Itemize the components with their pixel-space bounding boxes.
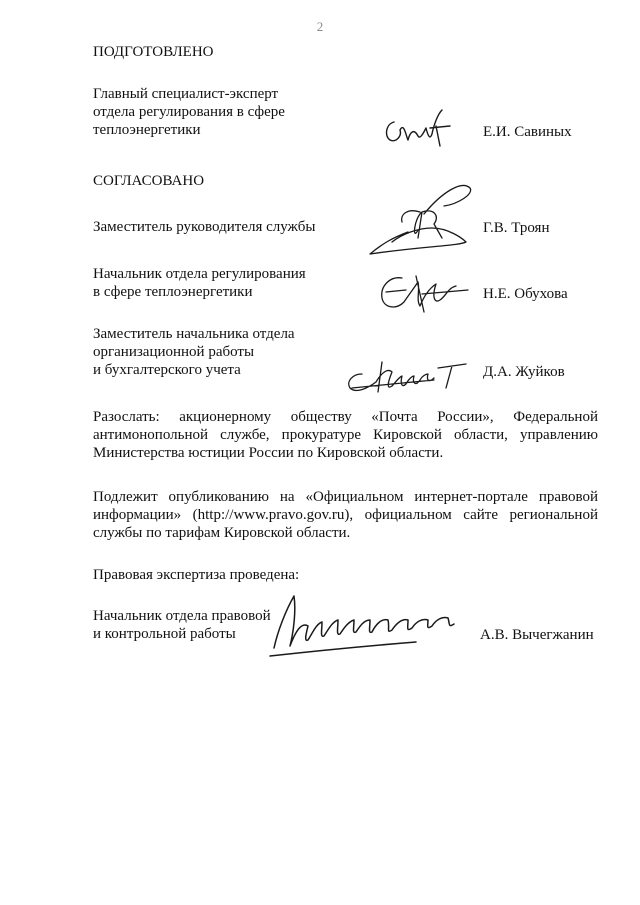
role-line: отдела регулирования в сфере bbox=[93, 104, 285, 120]
signature-troyan bbox=[362, 172, 482, 262]
agreed-name-2: Н.Е. Обухова bbox=[483, 286, 568, 302]
signature-zhuykov bbox=[342, 352, 472, 398]
role-line: Главный специалист-эксперт bbox=[93, 86, 279, 102]
role-line: Начальник отдела регулирования bbox=[93, 266, 306, 282]
signature-vychegzhanin bbox=[266, 590, 476, 660]
agreed-heading: СОГЛАСОВАНО bbox=[93, 173, 205, 189]
signature-obukhova bbox=[376, 266, 476, 316]
signature-savinykh bbox=[380, 106, 460, 154]
agreed-name-3: Д.А. Жуйков bbox=[483, 364, 565, 380]
role-line: Начальник отдела правовой bbox=[93, 608, 271, 624]
role-line: теплоэнергетики bbox=[93, 122, 201, 138]
role-line: в сфере теплоэнергетики bbox=[93, 284, 253, 300]
agreed-role-2 bbox=[93, 265, 353, 301]
prepared-role bbox=[93, 85, 353, 139]
publication-paragraph bbox=[93, 488, 598, 542]
paragraph-line: Подлежит опубликованию на «Официальном интернет-портале правовой bbox=[93, 489, 598, 505]
paragraph-line: Разослать: акционерному обществу «Почта России», Федеральной bbox=[93, 409, 598, 425]
paragraph-line: антимонопольной службе, прокуратуре Кировской области, управлению bbox=[93, 427, 598, 443]
legal-review-statement: Правовая экспертиза проведена: bbox=[93, 567, 300, 583]
role-line: и бухгалтерского учета bbox=[93, 362, 241, 378]
agreed-name-1: Г.В. Троян bbox=[483, 220, 550, 236]
role-line: организационной работы bbox=[93, 344, 255, 360]
page-number: 2 bbox=[316, 19, 324, 34]
paragraph-line: Министерства юстиции России по Кировской области. bbox=[93, 445, 444, 461]
distribution-paragraph bbox=[93, 408, 598, 462]
prepared-name: Е.И. Савиных bbox=[483, 124, 572, 140]
paragraph-line: информации» (http://www.pravo.gov.ru), официальном сайте региональной bbox=[93, 507, 598, 523]
legal-review-name: А.В. Вычегжанин bbox=[480, 627, 594, 643]
role-line: Заместитель начальника отдела bbox=[93, 326, 295, 342]
role-line: Заместитель руководителя службы bbox=[93, 219, 316, 235]
agreed-role-1 bbox=[93, 218, 353, 236]
role-line: и контрольной работы bbox=[93, 626, 236, 642]
paragraph-line: службы по тарифам Кировской области. bbox=[93, 525, 351, 541]
prepared-heading: ПОДГОТОВЛЕНО bbox=[93, 44, 214, 60]
agreed-role-3 bbox=[93, 325, 353, 379]
